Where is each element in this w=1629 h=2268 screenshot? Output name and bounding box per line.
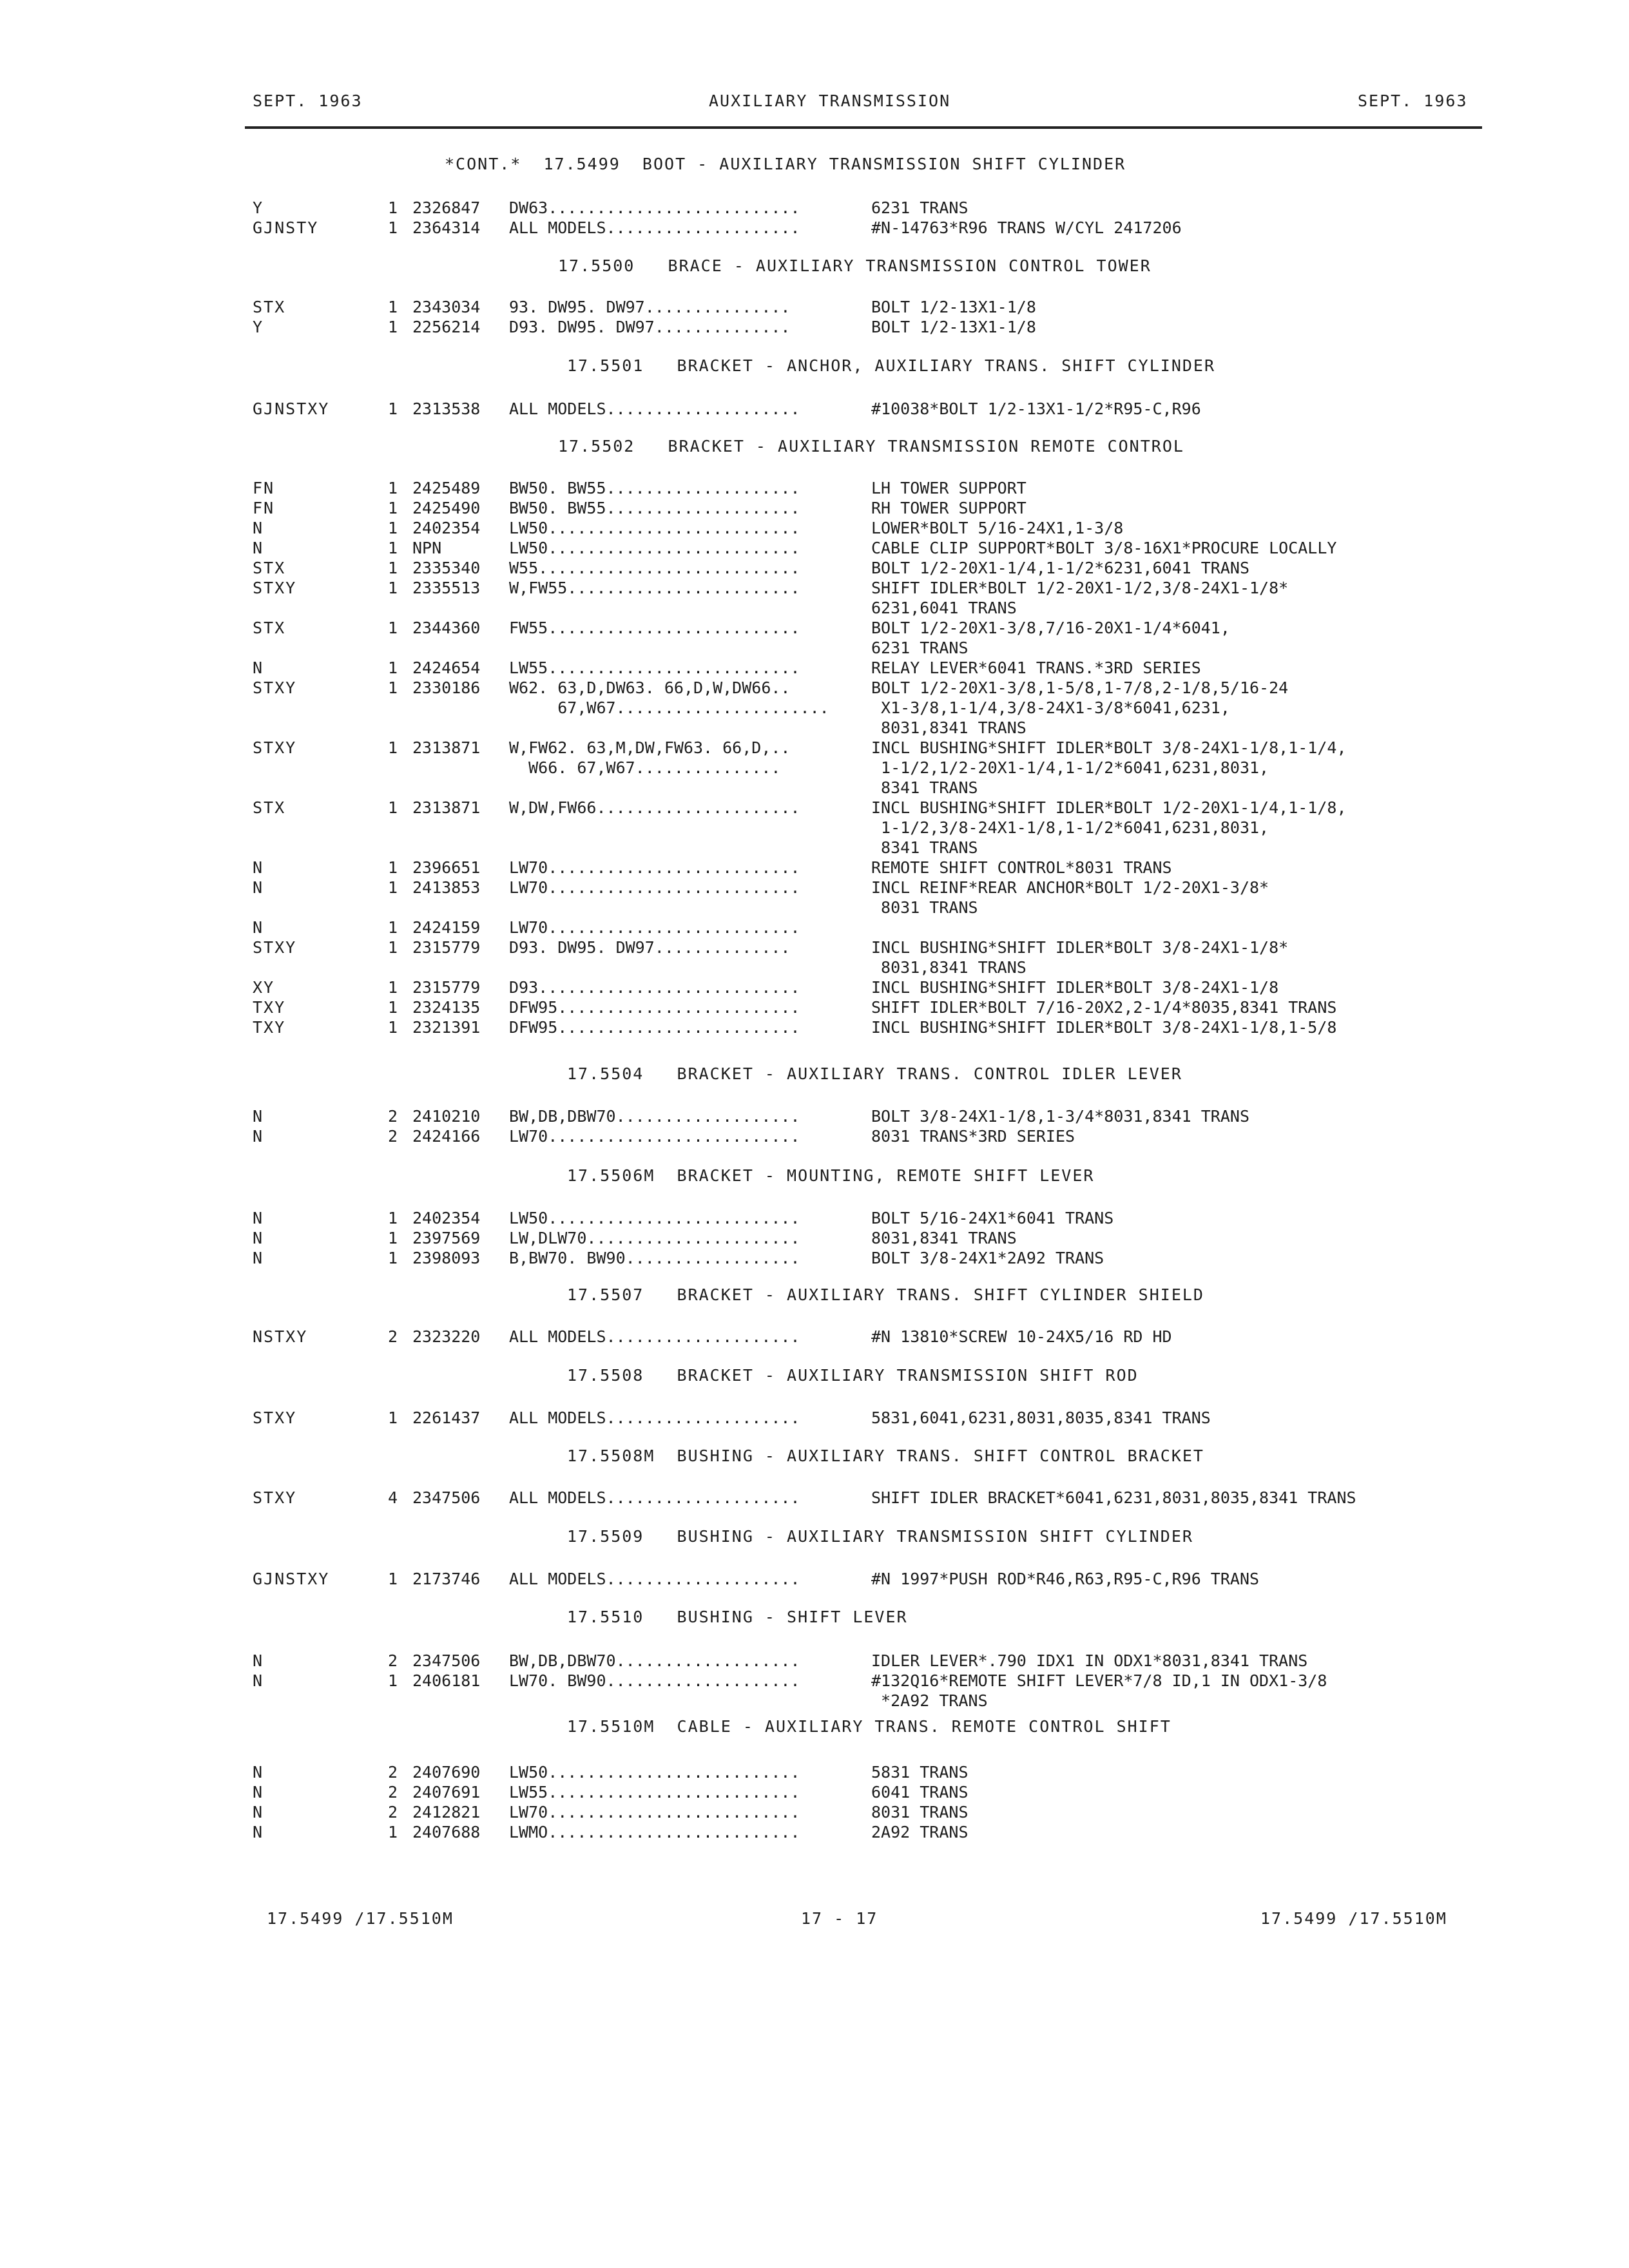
- part-code: N: [253, 1209, 264, 1227]
- part-qty: 1: [388, 878, 398, 897]
- part-models: W62. 63,D,DW63. 66,D,W,DW66..: [509, 678, 791, 697]
- part-description: 2A92 TRANS: [871, 1823, 969, 1841]
- part-models: FW55..........................: [509, 619, 800, 637]
- part-description: BOLT 1/2-13X1-1/8: [871, 298, 1036, 316]
- part-number: 2425489: [412, 479, 481, 497]
- part-code: FN: [253, 499, 275, 517]
- part-models: DW63..........................: [509, 198, 800, 217]
- part-description: RELAY LEVER*6041 TRANS.*3RD SERIES: [871, 658, 1201, 677]
- header-date-right: SEPT. 1963: [1358, 91, 1468, 110]
- part-description: 1-1/2,3/8-24X1-1/8,1-1/2*6041,6231,8031,: [871, 818, 1269, 837]
- part-number: 2315779: [412, 978, 481, 997]
- part-description: 8031,8341 TRANS: [871, 1229, 1017, 1247]
- part-number: 2335513: [412, 579, 481, 597]
- part-qty: 2: [388, 1783, 398, 1802]
- part-description: SHIFT IDLER*BOLT 7/16-20X2,2-1/4*8035,8341 TRANS: [871, 998, 1337, 1017]
- part-code: N: [253, 658, 264, 677]
- part-code: N: [253, 918, 264, 937]
- part-description: BOLT 1/2-20X1-3/8,7/16-20X1-1/4*6041,: [871, 619, 1230, 637]
- section-heading: 17.5508 BRACKET - AUXILIARY TRANSMISSION SHIFT ROD: [567, 1366, 1139, 1385]
- part-models: BW,DB,DBW70...................: [509, 1651, 800, 1670]
- part-number: 2173746: [412, 1570, 481, 1588]
- part-description: LOWER*BOLT 5/16-24X1,1-3/8: [871, 519, 1124, 537]
- part-qty: 1: [388, 1408, 398, 1427]
- part-models: LW55..........................: [509, 658, 800, 677]
- part-description: LH TOWER SUPPORT: [871, 479, 1027, 497]
- part-models: DFW95.........................: [509, 1018, 800, 1037]
- part-qty: 2: [388, 1651, 398, 1670]
- part-code: N: [253, 1651, 264, 1670]
- part-code: GJNSTXY: [253, 399, 330, 418]
- part-models: LW,DLW70......................: [509, 1229, 800, 1247]
- part-number: 2413853: [412, 878, 481, 897]
- part-number: 2261437: [412, 1408, 481, 1427]
- part-code: N: [253, 1763, 264, 1782]
- part-number: 2424166: [412, 1127, 481, 1146]
- part-number: 2313538: [412, 399, 481, 418]
- part-description: IDLER LEVER*.790 IDX1 IN ODX1*8031,8341 TRANS: [871, 1651, 1308, 1670]
- part-models: W55...........................: [509, 559, 800, 577]
- part-number: 2425490: [412, 499, 481, 517]
- part-qty: 1: [388, 738, 398, 757]
- part-description: 8031 TRANS: [871, 898, 978, 917]
- part-description: INCL BUSHING*SHIFT IDLER*BOLT 3/8-24X1-1/8: [871, 978, 1279, 997]
- part-models: 67,W67......................: [509, 698, 829, 717]
- part-qty: 1: [388, 298, 398, 316]
- part-code: STX: [253, 298, 286, 316]
- part-number: 2330186: [412, 678, 481, 697]
- section-heading: 17.5510 BUSHING - SHIFT LEVER: [567, 1608, 908, 1626]
- part-number: 2323220: [412, 1327, 481, 1346]
- part-description: INCL BUSHING*SHIFT IDLER*BOLT 3/8-24X1-1/8*: [871, 938, 1289, 957]
- part-code: STX: [253, 559, 286, 577]
- part-code: GJNSTXY: [253, 1570, 330, 1588]
- part-models: W,DW,FW66.....................: [509, 798, 800, 817]
- part-qty: 2: [388, 1763, 398, 1782]
- part-qty: 1: [388, 918, 398, 937]
- page-number: 17 - 17: [801, 1909, 878, 1928]
- part-models: ALL MODELS....................: [509, 1327, 800, 1346]
- header-title: AUXILIARY TRANSMISSION: [709, 91, 951, 110]
- part-number: NPN: [412, 539, 442, 557]
- section-heading: 17.5501 BRACKET - ANCHOR, AUXILIARY TRANS. SHIFT CYLINDER: [567, 356, 1216, 375]
- part-code: N: [253, 1783, 264, 1802]
- part-qty: 2: [388, 1803, 398, 1821]
- part-models: LW70..........................: [509, 1803, 800, 1821]
- part-description: 6231 TRANS: [871, 198, 969, 217]
- part-models: W66. 67,W67...............: [509, 758, 781, 777]
- part-description: #N 1997*PUSH ROD*R46,R63,R95-C,R96 TRANS: [871, 1570, 1260, 1588]
- part-code: STX: [253, 619, 286, 637]
- part-number: 2344360: [412, 619, 481, 637]
- part-code: TXY: [253, 998, 286, 1017]
- part-number: 2343034: [412, 298, 481, 316]
- part-number: 2412821: [412, 1803, 481, 1821]
- part-number: 2407690: [412, 1763, 481, 1782]
- part-models: LW70..........................: [509, 858, 800, 877]
- section-heading: 17.5504 BRACKET - AUXILIARY TRANS. CONTROL IDLER LEVER: [567, 1064, 1182, 1083]
- part-code: STXY: [253, 1408, 297, 1427]
- part-code: N: [253, 519, 264, 537]
- part-code: XY: [253, 978, 275, 997]
- part-description: 6231 TRANS: [871, 639, 969, 657]
- part-qty: 1: [388, 858, 398, 877]
- part-code: N: [253, 539, 264, 557]
- part-description: 8031,8341 TRANS: [871, 958, 1027, 977]
- part-number: 2424654: [412, 658, 481, 677]
- part-description: INCL BUSHING*SHIFT IDLER*BOLT 3/8-24X1-1/8,1-1/4,: [871, 738, 1347, 757]
- part-models: ALL MODELS....................: [509, 1488, 800, 1507]
- part-qty: 1: [388, 559, 398, 577]
- part-models: D93...........................: [509, 978, 800, 997]
- part-description: 5831 TRANS: [871, 1763, 969, 1782]
- part-models: LW50..........................: [509, 539, 800, 557]
- footer-range-right: 17.5499 /17.5510M: [1260, 1909, 1447, 1928]
- part-models: LW50..........................: [509, 519, 800, 537]
- part-description: BOLT 1/2-20X1-3/8,1-5/8,1-7/8,2-1/8,5/16-24: [871, 678, 1289, 697]
- part-code: GJNSTY: [253, 218, 319, 237]
- part-models: LW70..........................: [509, 918, 800, 937]
- part-qty: 4: [388, 1488, 398, 1507]
- part-qty: 1: [388, 1671, 398, 1690]
- part-number: 2424159: [412, 918, 481, 937]
- part-qty: 1: [388, 218, 398, 237]
- section-heading: 17.5500 BRACE - AUXILIARY TRANSMISSION CONTROL TOWER: [558, 256, 1152, 275]
- part-qty: 1: [388, 1570, 398, 1588]
- part-code: N: [253, 858, 264, 877]
- part-models: BW50. BW55....................: [509, 479, 800, 497]
- part-models: D93. DW95. DW97..............: [509, 318, 791, 336]
- part-number: 2321391: [412, 1018, 481, 1037]
- part-description: 6041 TRANS: [871, 1783, 969, 1802]
- part-description: INCL BUSHING*SHIFT IDLER*BOLT 3/8-24X1-1/8,1-5/8: [871, 1018, 1337, 1037]
- part-qty: 1: [388, 318, 398, 336]
- part-qty: 2: [388, 1327, 398, 1346]
- part-number: 2396651: [412, 858, 481, 877]
- part-qty: 1: [388, 678, 398, 697]
- part-description: INCL BUSHING*SHIFT IDLER*BOLT 1/2-20X1-1/4,1-1/8,: [871, 798, 1347, 817]
- part-description: 8031 TRANS*3RD SERIES: [871, 1127, 1075, 1146]
- part-number: 2406181: [412, 1671, 481, 1690]
- part-number: 2313871: [412, 738, 481, 757]
- part-models: ALL MODELS....................: [509, 1570, 800, 1588]
- part-code: STXY: [253, 579, 297, 597]
- header-rule: [245, 126, 1482, 129]
- part-number: 2407688: [412, 1823, 481, 1841]
- section-heading: 17.5508M BUSHING - AUXILIARY TRANS. SHIFT CONTROL BRACKET: [567, 1446, 1204, 1465]
- part-code: STXY: [253, 738, 297, 757]
- part-number: 2397569: [412, 1229, 481, 1247]
- part-models: LW70..........................: [509, 878, 800, 897]
- part-number: 2407691: [412, 1783, 481, 1802]
- part-models: DFW95.........................: [509, 998, 800, 1017]
- part-description: 8031 TRANS: [871, 1803, 969, 1821]
- section-heading: 17.5502 BRACKET - AUXILIARY TRANSMISSION REMOTE CONTROL: [558, 437, 1184, 456]
- part-models: ALL MODELS....................: [509, 399, 800, 418]
- part-description: #N 13810*SCREW 10-24X5/16 RD HD: [871, 1327, 1172, 1346]
- part-number: 2313871: [412, 798, 481, 817]
- part-qty: 1: [388, 519, 398, 537]
- part-code: N: [253, 1107, 264, 1126]
- section-heading: 17.5510M CABLE - AUXILIARY TRANS. REMOTE CONTROL SHIFT: [567, 1717, 1171, 1736]
- part-code: N: [253, 1249, 264, 1267]
- part-number: 2256214: [412, 318, 481, 336]
- part-number: 2315779: [412, 938, 481, 957]
- part-code: N: [253, 1803, 264, 1821]
- part-description: 1-1/2,1/2-20X1-1/4,1-1/2*6041,6231,8031,: [871, 758, 1269, 777]
- section-heading: 17.5507 BRACKET - AUXILIARY TRANS. SHIFT CYLINDER SHIELD: [567, 1285, 1204, 1304]
- part-models: LW50..........................: [509, 1763, 800, 1782]
- part-models: BW50. BW55....................: [509, 499, 800, 517]
- part-description: SHIFT IDLER BRACKET*6041,6231,8031,8035,8341 TRANS: [871, 1488, 1356, 1507]
- part-models: LW70. BW90....................: [509, 1671, 800, 1690]
- part-number: 2410210: [412, 1107, 481, 1126]
- part-description: INCL REINF*REAR ANCHOR*BOLT 1/2-20X1-3/8*: [871, 878, 1269, 897]
- part-qty: 2: [388, 1127, 398, 1146]
- part-number: 2402354: [412, 519, 481, 537]
- part-qty: 1: [388, 978, 398, 997]
- part-models: ALL MODELS....................: [509, 218, 800, 237]
- part-qty: 1: [388, 579, 398, 597]
- part-code: STXY: [253, 938, 297, 957]
- part-description: #N-14763*R96 TRANS W/CYL 2417206: [871, 218, 1182, 237]
- part-qty: 1: [388, 399, 398, 418]
- part-qty: 1: [388, 1249, 398, 1267]
- part-number: 2398093: [412, 1249, 481, 1267]
- section-heading: *CONT.* 17.5499 BOOT - AUXILIARY TRANSMISSION SHIFT CYLINDER: [445, 155, 1126, 173]
- part-description: 8341 TRANS: [871, 778, 978, 797]
- section-heading: 17.5509 BUSHING - AUXILIARY TRANSMISSION SHIFT CYLINDER: [567, 1527, 1193, 1546]
- part-models: LW50..........................: [509, 1209, 800, 1227]
- part-models: B,BW70. BW90..................: [509, 1249, 800, 1267]
- part-description: BOLT 1/2-20X1-1/4,1-1/2*6231,6041 TRANS: [871, 559, 1249, 577]
- part-description: CABLE CLIP SUPPORT*BOLT 3/8-16X1*PROCURE LOCALLY: [871, 539, 1337, 557]
- part-description: 6231,6041 TRANS: [871, 599, 1017, 617]
- part-qty: 2: [388, 1107, 398, 1126]
- part-models: LWMO..........................: [509, 1823, 800, 1841]
- part-models: 93. DW95. DW97...............: [509, 298, 791, 316]
- footer-range-left: 17.5499 /17.5510M: [267, 1909, 454, 1928]
- part-description: #132Q16*REMOTE SHIFT LEVER*7/8 ID,1 IN ODX1-3/8: [871, 1671, 1327, 1690]
- part-code: N: [253, 878, 264, 897]
- part-number: 2324135: [412, 998, 481, 1017]
- part-number: 2364314: [412, 218, 481, 237]
- part-description: *2A92 TRANS: [871, 1691, 988, 1710]
- part-description: #10038*BOLT 1/2-13X1-1/2*R95-C,R96: [871, 399, 1201, 418]
- part-number: 2402354: [412, 1209, 481, 1227]
- part-models: D93. DW95. DW97..............: [509, 938, 791, 957]
- part-qty: 1: [388, 798, 398, 817]
- part-description: 8031,8341 TRANS: [871, 718, 1027, 737]
- part-code: STX: [253, 798, 286, 817]
- part-qty: 1: [388, 998, 398, 1017]
- part-qty: 1: [388, 479, 398, 497]
- part-description: BOLT 3/8-24X1-1/8,1-3/4*8031,8341 TRANS: [871, 1107, 1249, 1126]
- part-models: W,FW55........................: [509, 579, 800, 597]
- part-code: NSTXY: [253, 1327, 308, 1346]
- part-qty: 1: [388, 539, 398, 557]
- part-number: 2347506: [412, 1488, 481, 1507]
- part-number: 2347506: [412, 1651, 481, 1670]
- part-number: 2335340: [412, 559, 481, 577]
- part-code: STXY: [253, 678, 297, 697]
- part-models: BW,DB,DBW70...................: [509, 1107, 800, 1126]
- part-description: 8341 TRANS: [871, 838, 978, 857]
- part-description: RH TOWER SUPPORT: [871, 499, 1027, 517]
- part-qty: 1: [388, 1018, 398, 1037]
- part-number: 2326847: [412, 198, 481, 217]
- part-code: N: [253, 1229, 264, 1247]
- part-qty: 1: [388, 658, 398, 677]
- part-code: Y: [253, 198, 264, 217]
- part-description: SHIFT IDLER*BOLT 1/2-20X1-1/2,3/8-24X1-1/8*: [871, 579, 1289, 597]
- part-qty: 1: [388, 938, 398, 957]
- part-qty: 1: [388, 198, 398, 217]
- header-date-left: SEPT. 1963: [253, 91, 363, 110]
- part-code: TXY: [253, 1018, 286, 1037]
- part-code: FN: [253, 479, 275, 497]
- part-code: N: [253, 1671, 264, 1690]
- part-qty: 1: [388, 619, 398, 637]
- part-qty: 1: [388, 1209, 398, 1227]
- part-models: W,FW62. 63,M,DW,FW63. 66,D,..: [509, 738, 791, 757]
- part-code: Y: [253, 318, 264, 336]
- part-qty: 1: [388, 1229, 398, 1247]
- part-description: BOLT 5/16-24X1*6041 TRANS: [871, 1209, 1114, 1227]
- part-qty: 1: [388, 1823, 398, 1841]
- part-code: N: [253, 1823, 264, 1841]
- part-description: REMOTE SHIFT CONTROL*8031 TRANS: [871, 858, 1172, 877]
- part-description: BOLT 3/8-24X1*2A92 TRANS: [871, 1249, 1104, 1267]
- part-description: 5831,6041,6231,8031,8035,8341 TRANS: [871, 1408, 1211, 1427]
- section-heading: 17.5506M BRACKET - MOUNTING, REMOTE SHIFT LEVER: [567, 1166, 1095, 1185]
- part-qty: 1: [388, 499, 398, 517]
- part-code: N: [253, 1127, 264, 1146]
- part-description: BOLT 1/2-13X1-1/8: [871, 318, 1036, 336]
- part-models: ALL MODELS....................: [509, 1408, 800, 1427]
- part-models: LW55..........................: [509, 1783, 800, 1802]
- part-models: LW70..........................: [509, 1127, 800, 1146]
- part-code: STXY: [253, 1488, 297, 1507]
- part-description: X1-3/8,1-1/4,3/8-24X1-3/8*6041,6231,: [871, 698, 1230, 717]
